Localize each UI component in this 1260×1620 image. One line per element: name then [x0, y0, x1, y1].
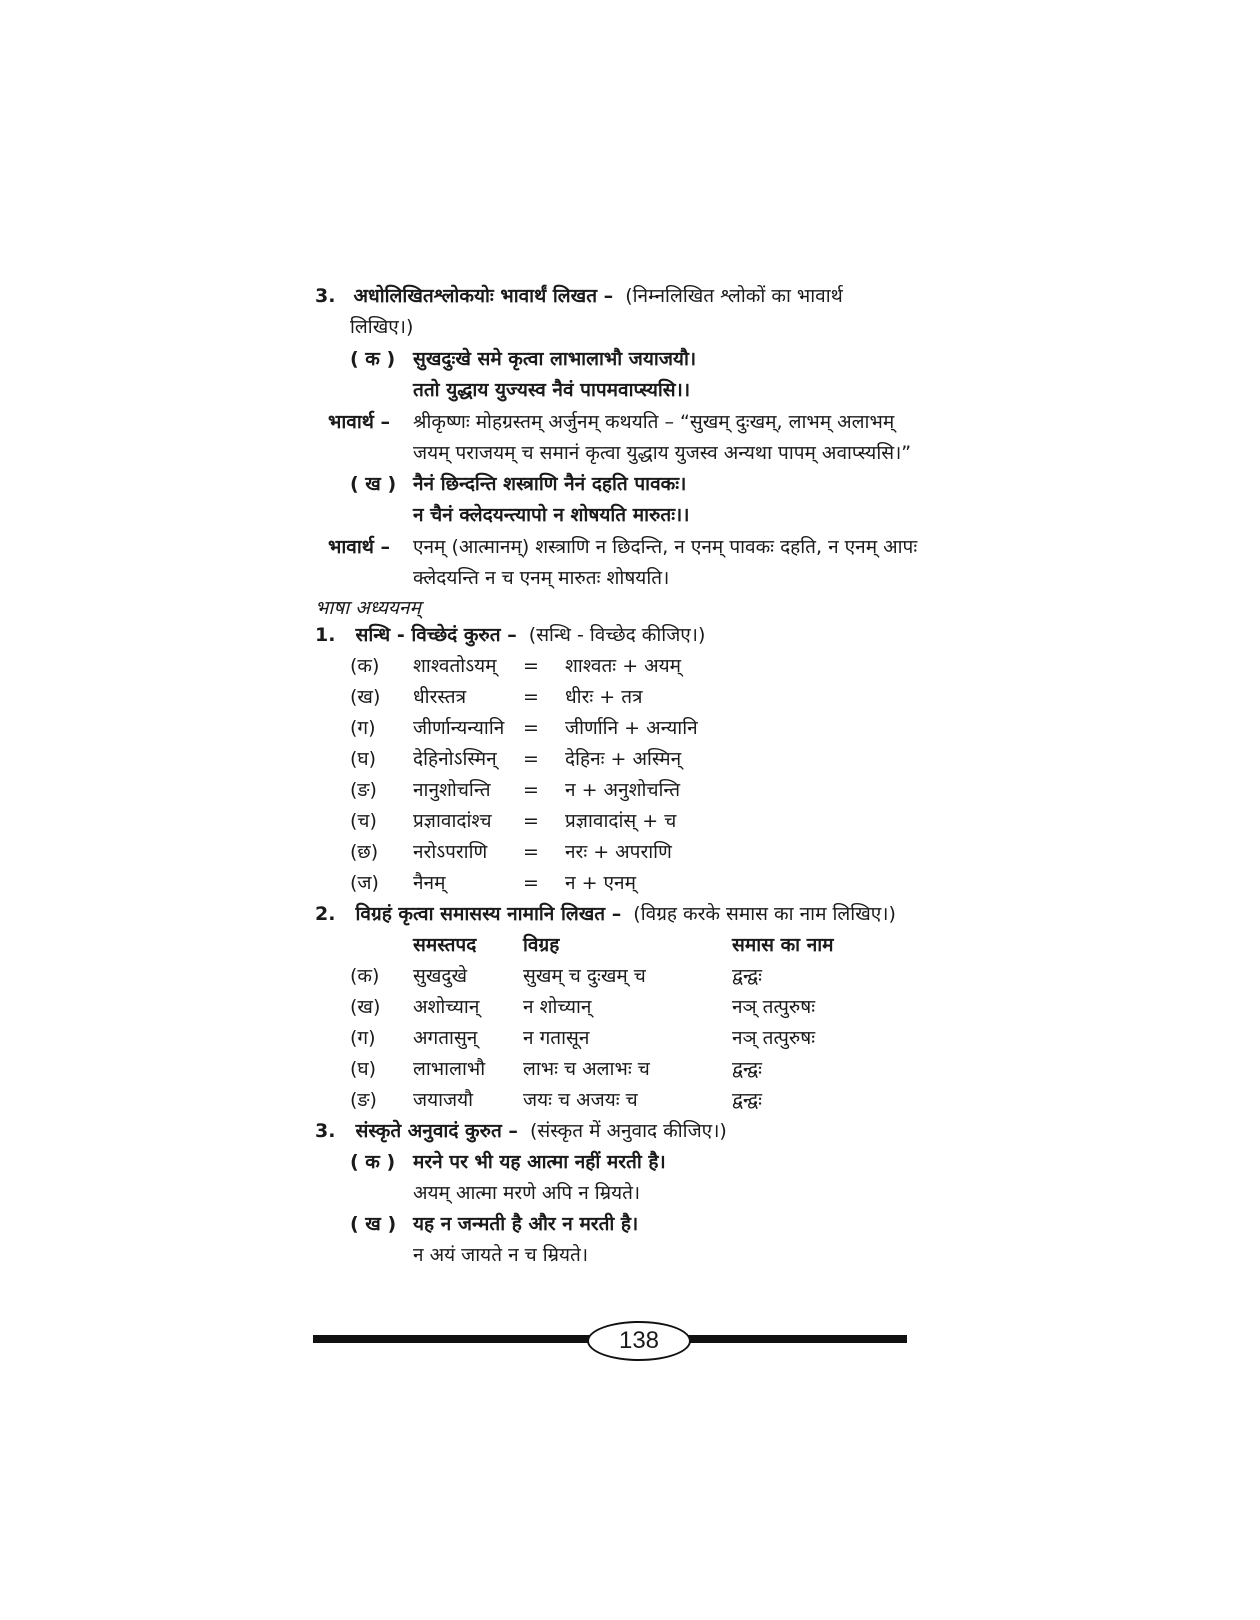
- samasa-question-heading: [315, 900, 896, 928]
- equals-sign: =: [523, 810, 539, 832]
- meaning-label: भावार्थ –: [328, 411, 391, 433]
- equals-sign: =: [523, 655, 539, 677]
- question-number: 1.: [315, 624, 336, 646]
- column-header: विग्रह: [523, 934, 560, 956]
- anuvad-question-heading: [315, 1117, 727, 1145]
- sandhi-word: नैनम्: [413, 872, 446, 894]
- equals-sign: =: [523, 686, 539, 708]
- row-label: (ख): [350, 996, 381, 1018]
- meaning-line: क्लेदयन्ति न च एनम् मारुतः शोषयति।: [413, 567, 670, 589]
- samasa-name: द्वन्द्वः: [732, 1089, 762, 1111]
- question-hint: (निम्नलिखित श्लोकों का भावार्थ: [625, 285, 843, 307]
- sandhi-word: शाश्वतोऽयम्: [413, 655, 497, 677]
- verse-line: नैनं छिन्दन्ति शस्त्राणि नैनं दहति पावकः।: [413, 473, 687, 495]
- sanskrit-translation: न अयं जायते न च म्रियते।: [413, 1244, 589, 1266]
- question-hint: (सन्धि - विच्छेद कीजिए।): [528, 624, 706, 646]
- sandhi-word: धीरस्तत्र: [413, 686, 467, 708]
- samasa-name: नञ् तत्पुरुषः: [732, 996, 816, 1018]
- samasta-pad: अगतासुन्: [413, 1027, 478, 1049]
- sandhi-word: जीर्णान्यन्यानि: [413, 717, 505, 739]
- question-number: 2.: [315, 903, 336, 925]
- question-title: सन्धि - विच्छेदं कुरुत –: [355, 624, 517, 646]
- row-label: (घ): [350, 748, 377, 770]
- question-hint-continued: लिखिए।): [350, 316, 414, 338]
- row-label: (क): [350, 965, 380, 987]
- equals-sign: =: [523, 841, 539, 863]
- meaning-line: एनम् (आत्मानम्) शस्त्राणि न छिदन्ति, न एनम् पावकः दहति, न एनम् आपः: [413, 536, 918, 558]
- question-number: 3.: [315, 1120, 336, 1142]
- sandhi-word: नानुशोचन्ति: [413, 779, 491, 801]
- sandhi-split: जीर्णानि + अन्यानि: [565, 717, 698, 739]
- question-hint: (विग्रह करके समास का नाम लिखिए।): [633, 903, 896, 925]
- meaning-label: भावार्थ –: [328, 536, 391, 558]
- sandhi-split: धीरः + तत्र: [565, 686, 643, 708]
- sandhi-question-heading: [315, 621, 705, 649]
- column-header: समास का नाम: [732, 934, 834, 956]
- question-title: संस्कृते अनुवादं कुरुत –: [355, 1120, 518, 1142]
- row-label: (घ): [350, 1058, 377, 1080]
- equals-sign: =: [523, 717, 539, 739]
- sanskrit-translation: अयम् आत्मा मरणे अपि न म्रियते।: [413, 1182, 641, 1204]
- row-label: (च): [350, 810, 377, 832]
- verse-line: न चैनं क्लेदयन्त्यापो न शोषयति मारुतः।।: [413, 504, 690, 526]
- vigraha: न शोच्यान्: [523, 996, 592, 1018]
- sandhi-split: न + एनम्: [565, 872, 636, 894]
- item-label: ( ख ): [350, 473, 397, 495]
- samasta-pad: सुखदुखे: [413, 965, 468, 987]
- meaning-line: श्रीकृष्णः मोहग्रस्तम् अर्जुनम् कथयति – “सुखम् दुःखम्, लाभम् अलाभम्: [413, 411, 895, 433]
- samasa-name: नञ् तत्पुरुषः: [732, 1027, 816, 1049]
- samasa-name: द्वन्द्वः: [732, 965, 762, 987]
- sandhi-split: देहिनः + अस्मिन्: [565, 748, 682, 770]
- samasta-pad: अशोच्यान्: [413, 996, 480, 1018]
- question-3-heading: [315, 282, 843, 310]
- row-label: (ग): [350, 1027, 376, 1049]
- sandhi-split: शाश्वतः + अयम्: [565, 655, 682, 677]
- verse-line: ततो युद्धाय युज्यस्व नैवं पापमवाप्स्यसि।।: [413, 379, 691, 401]
- page-number: 138: [587, 1321, 691, 1361]
- row-label: (क): [350, 655, 380, 677]
- question-title: अधोलिखितश्लोकयोः भावार्थं लिखत –: [353, 285, 614, 307]
- question-title: विग्रहं कृत्वा समासस्य नामानि लिखत –: [355, 903, 622, 925]
- question-number: 3.: [315, 285, 336, 307]
- sandhi-word: नरोऽपराणि: [413, 841, 488, 863]
- row-label: (ङ): [350, 779, 377, 801]
- sandhi-split: प्रज्ञावादांस् + च: [565, 810, 677, 832]
- meaning-line: जयम् पराजयम् च समानं कृत्वा युद्धाय युजस्व अन्यथा पापम् अवाप्स्यसि।”: [413, 442, 912, 464]
- equals-sign: =: [523, 748, 539, 770]
- footer-rule-right: [683, 1335, 907, 1343]
- equals-sign: =: [523, 779, 539, 801]
- vigraha: न गतासून: [523, 1027, 590, 1049]
- vigraha: लाभः च अलाभः च: [523, 1058, 650, 1080]
- sandhi-split: नरः + अपराणि: [565, 841, 672, 863]
- item-label: ( क ): [350, 348, 396, 370]
- verse-line: सुखदुःखे समे कृत्वा लाभालाभौ जयाजयौ।: [413, 348, 697, 370]
- item-label: ( क ): [350, 1151, 396, 1173]
- hindi-sentence: यह न जन्मती है और न मरती है।: [413, 1213, 639, 1235]
- samasta-pad: जयाजयौ: [413, 1089, 474, 1111]
- footer-rule-left: [313, 1335, 591, 1343]
- samasta-pad: लाभालाभौ: [413, 1058, 486, 1080]
- samasa-name: द्वन्द्वः: [732, 1058, 762, 1080]
- column-header: समस्तपद: [413, 934, 477, 956]
- sandhi-word: देहिनोऽस्मिन्: [413, 748, 497, 770]
- row-label: (ङ): [350, 1089, 377, 1111]
- row-label: (ज): [350, 872, 379, 894]
- row-label: (ख): [350, 686, 381, 708]
- sandhi-split: न + अनुशोचन्ति: [565, 779, 681, 801]
- equals-sign: =: [523, 872, 539, 894]
- row-label: (ग): [350, 717, 376, 739]
- sandhi-word: प्रज्ञावादांश्च: [413, 810, 492, 832]
- row-label: (छ): [350, 841, 379, 863]
- hindi-sentence: मरने पर भी यह आत्मा नहीं मरती है।: [413, 1151, 666, 1173]
- item-label: ( ख ): [350, 1213, 397, 1235]
- vigraha: सुखम् च दुःखम् च: [523, 965, 646, 987]
- section-heading: भाषा अध्ययनम्: [315, 597, 421, 619]
- question-hint: (संस्कृत में अनुवाद कीजिए।): [529, 1120, 727, 1142]
- vigraha: जयः च अजयः च: [523, 1089, 638, 1111]
